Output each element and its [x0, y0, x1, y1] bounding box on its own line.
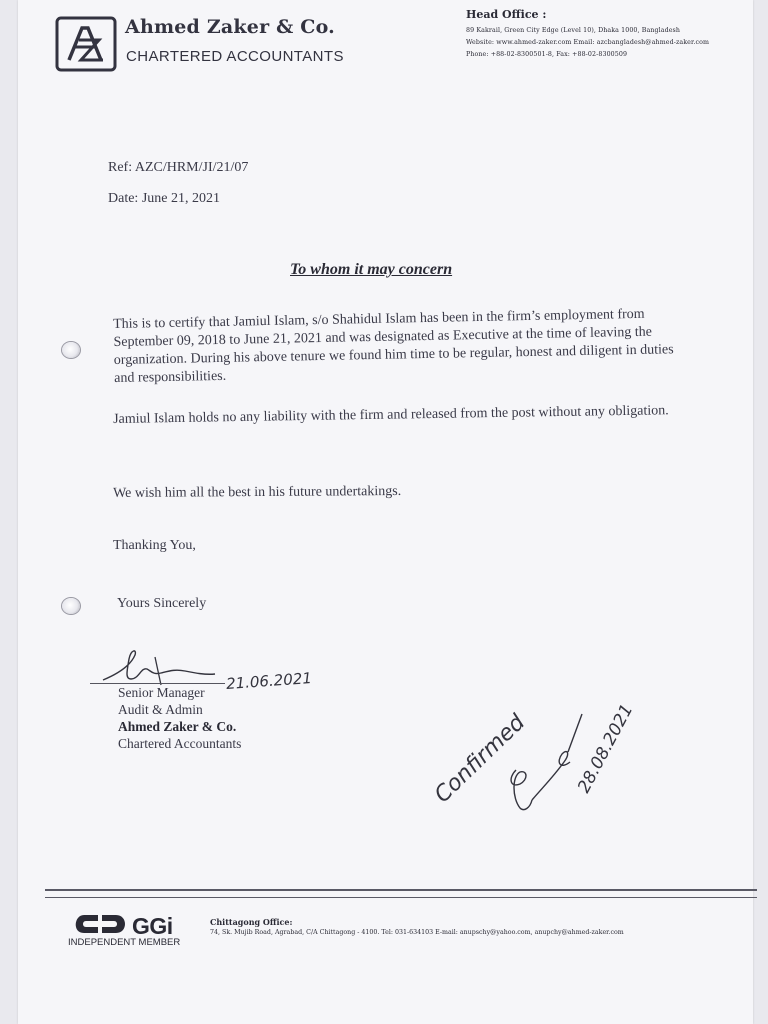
letter-date: Date: June 21, 2021	[108, 191, 220, 206]
ctg-office-address: 74, Sk. Mujib Road, Agrabad, C/A Chittagong - 4100. Tel: 031-634103 E-mail: anupschy@yahoo.com, anupchy@ahmed-zaker.com	[210, 929, 624, 936]
head-office-web: Website: www.ahmed-zaker.com Email: azcbangladesh@ahmed-zaker.com	[466, 39, 710, 46]
head-office-address: 89 Kakrail, Green City Edge (Level 10), Dhaka 1000, Bangladesh	[466, 27, 681, 34]
punch-hole-top	[62, 342, 80, 358]
sign-date: 21.06.2021	[225, 669, 313, 693]
footer-rule-bottom	[45, 897, 757, 898]
body-paragraph-2: Jamiul Islam holds no any liability with the firm and released from the post without any obligation.	[113, 403, 669, 427]
reference-number: Ref: AZC/HRM/JI/21/07	[108, 160, 249, 175]
punch-hole-bottom	[62, 598, 80, 614]
body-paragraph-1: This is to certify that Jamiul Islam, s/o Shahidul Islam has been in the firm’s employment from September 09, 2018 to June 21, 2021 and was designated as Executive at the time of leaving the organization. During his above tenure we found him time to be regular, honest and diligent in duties and responsibilities.	[113, 306, 674, 386]
confirmed-note: Confirmed	[430, 710, 531, 808]
member-label: INDEPENDENT MEMBER	[68, 937, 181, 948]
firm-subtitle: CHARTERED ACCOUNTANTS	[126, 48, 344, 65]
head-office-title: Head Office :	[466, 8, 547, 21]
footer-rule-top	[45, 889, 757, 891]
signature-line	[90, 683, 225, 684]
firm-name: Ahmed Zaker & Co.	[125, 16, 335, 38]
ggi-emblem-icon	[70, 913, 130, 935]
letter-subject: To whom it may concern	[290, 261, 453, 278]
signatory-firm: Ahmed Zaker & Co.	[118, 719, 237, 734]
letter-page	[18, 0, 753, 1024]
body-paragraph-3: We wish him all the best in his future undertakings.	[113, 483, 402, 501]
signatory-dept: Audit & Admin	[118, 702, 203, 717]
ctg-office-title: Chittagong Office:	[210, 917, 293, 927]
closing-line: Yours Sincerely	[117, 596, 207, 611]
thanking-line: Thanking You,	[113, 538, 196, 553]
head-office-phone: Phone: +88-02-8300501-8, Fax: +88-02-8300509	[466, 51, 628, 58]
firm-logo	[55, 16, 117, 72]
member-logo: GGi	[132, 913, 173, 939]
signatory-title: Senior Manager	[118, 685, 205, 700]
signatory-firm-sub: Chartered Accountants	[118, 736, 242, 751]
confirm-date: 28.08.2021	[574, 701, 638, 797]
